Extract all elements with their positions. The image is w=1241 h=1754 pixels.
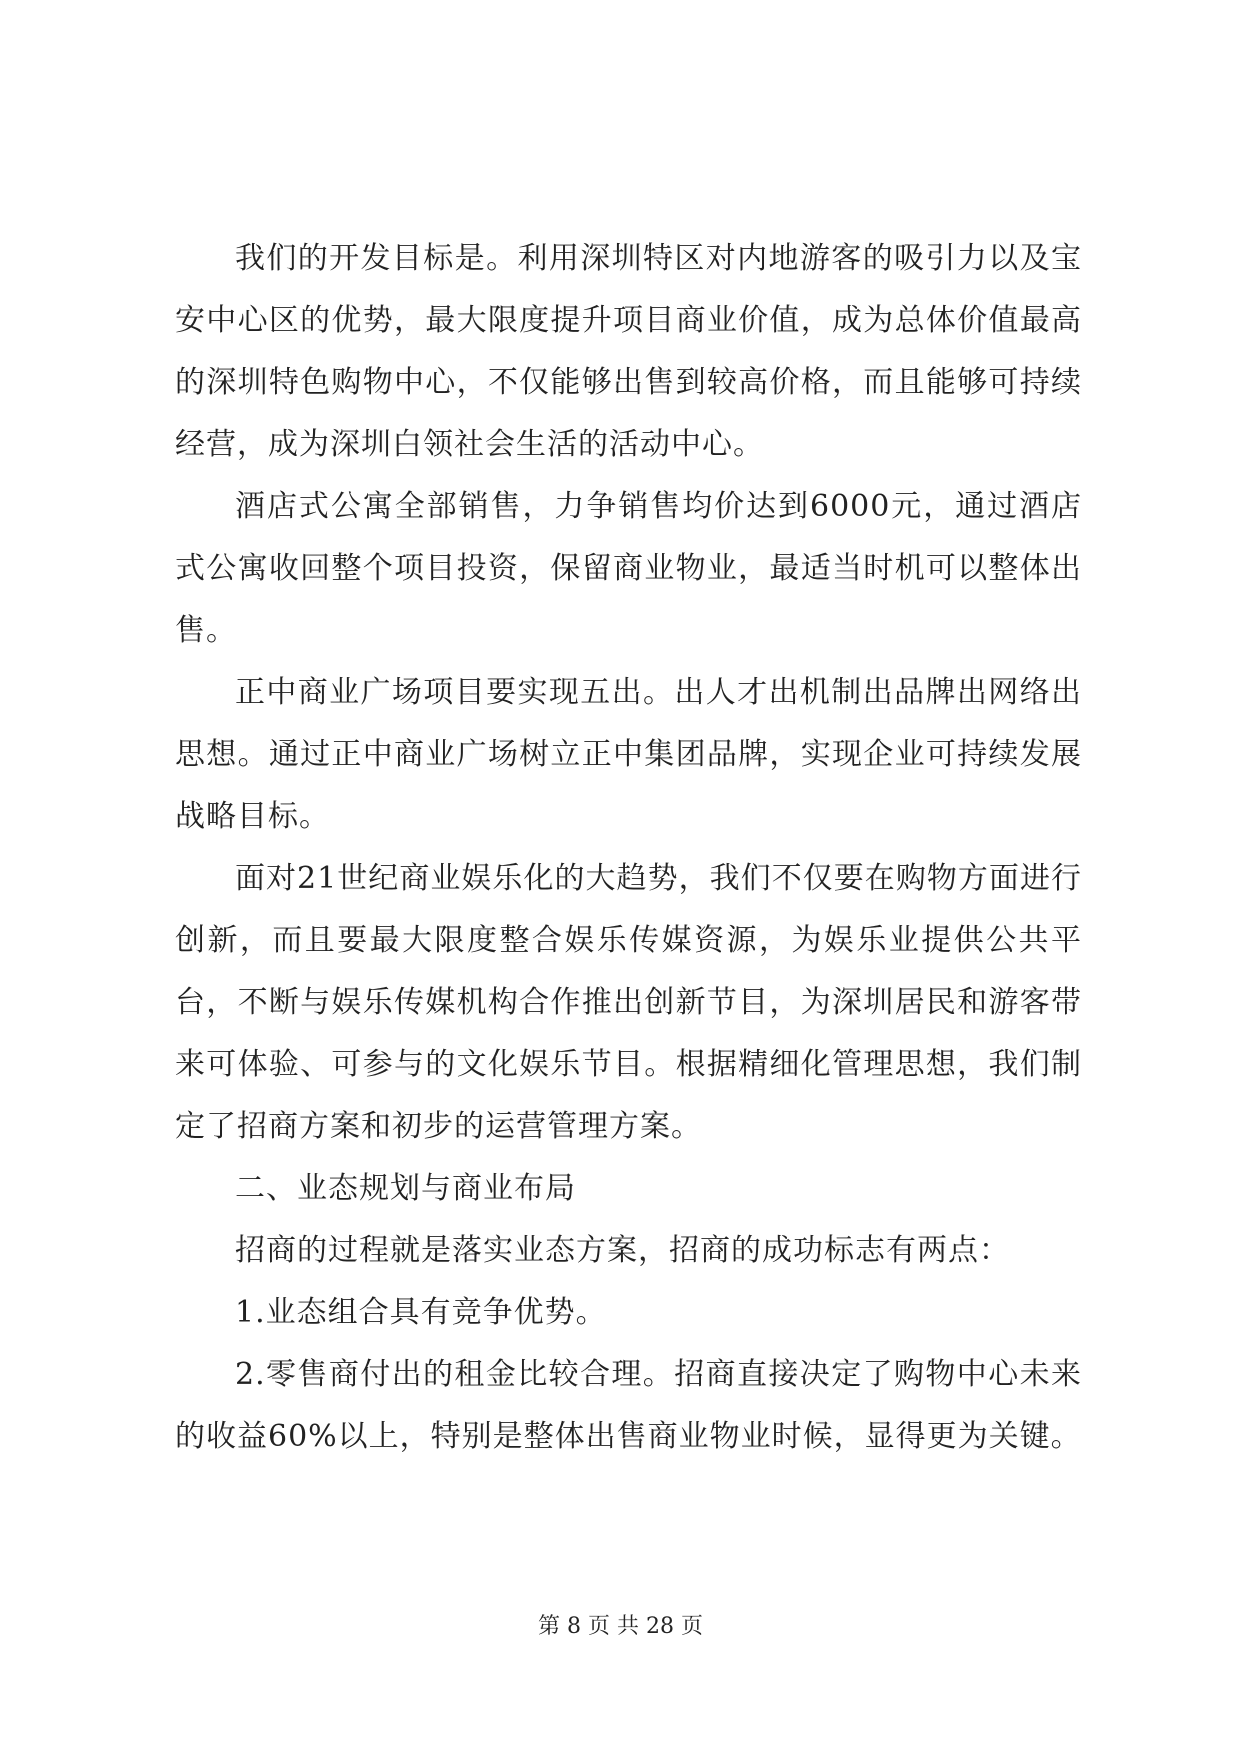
page-number-footer: 第 8 页 共 28 页: [538, 1614, 703, 1639]
document-body: [175, 228, 1082, 1468]
list-item-2: 2.零售商付出的租金比较合理。招商直接决定了购物中心未来的收益60%以上，特别是整体出售商业物业时候，显得更为关键。: [175, 1357, 1082, 1454]
paragraph-entertainment-trend: 面对21世纪商业娱乐化的大趋势，我们不仅要在购物方面进行创新，而且要最大限度整合娱乐传媒资源，为娱乐业提供公共平台，不断与娱乐传媒机构合作推出创新节目，为深圳居民和游客带来可体验、可参与的文化娱乐节目。根据精细化管理思想，我们制定了招商方案和初步的运营管理方案。: [175, 861, 1082, 1144]
paragraph-development-goal: 我们的开发目标是。利用深圳特区对内地游客的吸引力以及宝安中心区的优势，最大限度提升项目商业价值，成为总体价值最高的深圳特色购物中心，不仅能够出售到较高价格，而且能够可持续经营，成为深圳白领社会生活的活动中心。: [175, 241, 1082, 462]
list-item-1: 1.业态组合具有竞争优势。: [235, 1295, 607, 1330]
section-heading-business-planning: 二、业态规划与商业布局: [235, 1171, 576, 1206]
paragraph-five-outputs: 正中商业广场项目要实现五出。出人才出机制出品牌出网络出思想。通过正中商业广场树立正中集团品牌，实现企业可持续发展战略目标。: [175, 675, 1082, 834]
paragraph-hotel-apartment-sales: 酒店式公寓全部销售，力争销售均价达到6000元，通过酒店式公寓收回整个项目投资，保留商业物业，最适当时机可以整体出售。: [175, 489, 1082, 648]
paragraph-leasing-process: 招商的过程就是落实业态方案，招商的成功标志有两点：: [235, 1233, 1010, 1268]
